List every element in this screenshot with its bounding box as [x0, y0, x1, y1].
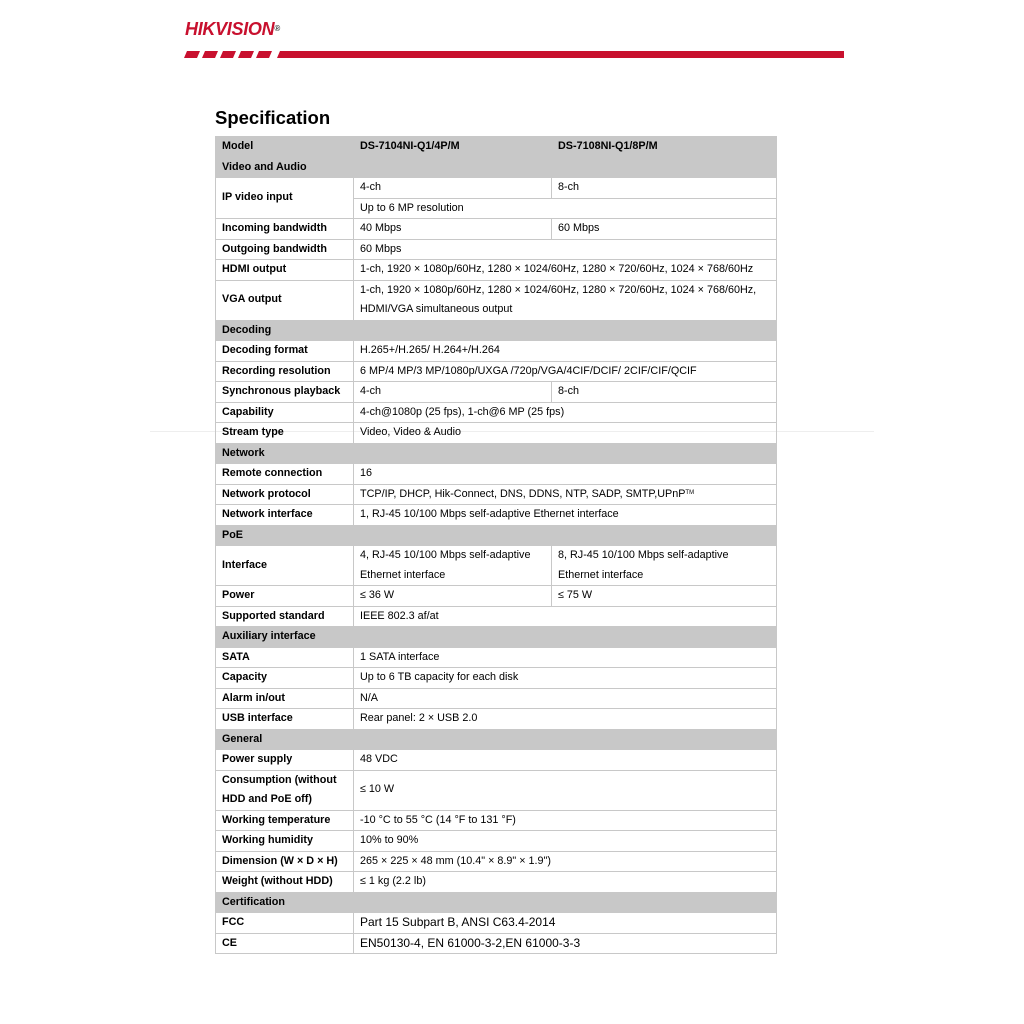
header-model-4p: DS-7104NI-Q1/4P/M: [354, 137, 552, 158]
table-row: [216, 402, 777, 423]
table-row: [216, 178, 777, 199]
row-label: Weight (without HDD): [216, 872, 354, 893]
section-title: Auxiliary interface: [216, 627, 777, 648]
table-row: [216, 668, 777, 689]
row-value: Up to 6 MP resolution: [354, 198, 777, 219]
row-value-8p: ≤ 75 W: [552, 586, 777, 607]
row-value-4p: ≤ 36 W: [354, 586, 552, 607]
row-value-line: HDMI/VGA simultaneous output: [360, 303, 513, 315]
trademark-mark: TM: [685, 489, 695, 496]
row-label: Remote connection: [216, 464, 354, 485]
row-label: USB interface: [216, 709, 354, 730]
row-value: 48 VDC: [354, 750, 777, 771]
table-row: [216, 933, 777, 954]
row-label: Decoding format: [216, 341, 354, 362]
section-poe: [216, 525, 777, 546]
section-title: Certification: [216, 892, 777, 913]
row-label: [216, 770, 354, 810]
header-model-label: Model: [216, 137, 354, 158]
table-row: [216, 810, 777, 831]
row-value-4p: 40 Mbps: [354, 219, 552, 240]
row-value: 6 MP/4 MP/3 MP/1080p/UXGA /720p/VGA/4CIF/DCIF/ 2CIF/CIF/QCIF: [354, 361, 777, 382]
row-value: 1, RJ-45 10/100 Mbps self-adaptive Ethernet interface: [354, 505, 777, 526]
row-value: H.265+/H.265/ H.264+/H.264: [354, 341, 777, 362]
row-value: [354, 280, 777, 320]
table-row: [216, 382, 777, 403]
row-value-8p: [552, 546, 777, 586]
row-label: Network interface: [216, 505, 354, 526]
row-value-line: 8, RJ-45 10/100 Mbps self-adaptive: [558, 549, 729, 561]
brand-stripe: [184, 51, 844, 58]
row-label: Network protocol: [216, 484, 354, 505]
table-row: [216, 219, 777, 240]
section-title: Decoding: [216, 320, 777, 341]
table-row: [216, 688, 777, 709]
row-label-line: Consumption (without: [222, 773, 337, 786]
row-label: Power: [216, 586, 354, 607]
row-value: Up to 6 TB capacity for each disk: [354, 668, 777, 689]
logo-text: HIKVISION: [185, 19, 275, 39]
table-row: [216, 872, 777, 893]
section-title: Network: [216, 443, 777, 464]
row-value: 60 Mbps: [354, 239, 777, 260]
protocol-list: TCP/IP, DHCP, Hik-Connect, DNS, DDNS, NTP, SADP, SMTP,UPnP: [360, 487, 686, 500]
table-row: [216, 770, 777, 810]
table-row: [216, 484, 777, 505]
row-value: Part 15 Subpart B, ANSI C63.4-2014: [354, 913, 777, 934]
row-value: Rear panel: 2 × USB 2.0: [354, 709, 777, 730]
section-title: Video and Audio: [216, 157, 777, 178]
row-value: ≤ 1 kg (2.2 lb): [354, 872, 777, 893]
header-model-8p: DS-7108NI-Q1/8P/M: [552, 137, 777, 158]
row-label: CE: [216, 933, 354, 954]
row-value: N/A: [354, 688, 777, 709]
section-decoding: [216, 320, 777, 341]
table-row: [216, 913, 777, 934]
row-value: [354, 484, 777, 505]
table-row: [216, 831, 777, 852]
spec-table: [215, 136, 777, 954]
row-label: Incoming bandwidth: [216, 219, 354, 240]
table-row: [216, 361, 777, 382]
row-value: 16: [354, 464, 777, 485]
row-label: SATA: [216, 647, 354, 668]
hikvision-logo: [185, 17, 280, 41]
section-certification: [216, 892, 777, 913]
page-title: Specification: [215, 107, 331, 128]
table-header-row: [216, 137, 777, 158]
row-value: IEEE 802.3 af/at: [354, 606, 777, 627]
row-label: Capacity: [216, 668, 354, 689]
brand-stripe-graphic: [184, 51, 844, 58]
row-label: HDMI output: [216, 260, 354, 281]
row-label: Working humidity: [216, 831, 354, 852]
row-label: Stream type: [216, 423, 354, 444]
row-label-line: HDD and PoE off): [222, 793, 312, 805]
row-label: Capability: [216, 402, 354, 423]
table-row: [216, 260, 777, 281]
row-label: Outgoing bandwidth: [216, 239, 354, 260]
row-value-8p: 8-ch: [552, 382, 777, 403]
row-value: EN50130-4, EN 61000-3-2,EN 61000-3-3: [354, 933, 777, 954]
row-label: Dimension (W × D × H): [216, 851, 354, 872]
section-title: General: [216, 729, 777, 750]
row-label: Recording resolution: [216, 361, 354, 382]
row-value: Video, Video & Audio: [354, 423, 777, 444]
row-value: 10% to 90%: [354, 831, 777, 852]
table-row: [216, 606, 777, 627]
row-label: Interface: [216, 546, 354, 586]
row-value-line: 4, RJ-45 10/100 Mbps self-adaptive: [360, 549, 531, 561]
logo-registered-mark: ®: [274, 24, 280, 33]
table-row: [216, 239, 777, 260]
row-value: 4-ch@1080p (25 fps), 1-ch@6 MP (25 fps): [354, 402, 777, 423]
table-row: [216, 750, 777, 771]
row-label: Supported standard: [216, 606, 354, 627]
row-value-4p: [354, 546, 552, 586]
row-value-8p: 8-ch: [552, 178, 777, 199]
section-network: [216, 443, 777, 464]
section-auxiliary: [216, 627, 777, 648]
row-value: 1-ch, 1920 × 1080p/60Hz, 1280 × 1024/60Hz, 1280 × 720/60Hz, 1024 × 768/60Hz: [354, 260, 777, 281]
row-value-line: Ethernet interface: [558, 568, 644, 581]
row-value-line: Ethernet interface: [360, 568, 446, 581]
row-value: ≤ 10 W: [354, 770, 777, 810]
row-label: IP video input: [216, 178, 354, 219]
row-label: Working temperature: [216, 810, 354, 831]
row-value: -10 °C to 55 °C (14 °F to 131 °F): [354, 810, 777, 831]
table-row: [216, 280, 777, 320]
table-row: [216, 709, 777, 730]
row-label: Alarm in/out: [216, 688, 354, 709]
table-row: [216, 851, 777, 872]
table-row: [216, 423, 777, 444]
row-value-4p: 4-ch: [354, 382, 552, 403]
table-row: [216, 586, 777, 607]
row-value: 265 × 225 × 48 mm (10.4" × 8.9" × 1.9"): [354, 851, 777, 872]
table-row: [216, 464, 777, 485]
row-value-line: 1-ch, 1920 × 1080p/60Hz, 1280 × 1024/60Hz, 1280 × 720/60Hz, 1024 × 768/60Hz,: [360, 283, 757, 296]
table-row: [216, 341, 777, 362]
section-video-audio: [216, 157, 777, 178]
table-row: [216, 546, 777, 586]
row-label: FCC: [216, 913, 354, 934]
table-row: [216, 647, 777, 668]
row-value-4p: 4-ch: [354, 178, 552, 199]
row-value-8p: 60 Mbps: [552, 219, 777, 240]
table-row: [216, 505, 777, 526]
row-label: VGA output: [216, 280, 354, 320]
row-label: Power supply: [216, 750, 354, 771]
row-label: Synchronous playback: [216, 382, 354, 403]
row-value: 1 SATA interface: [354, 647, 777, 668]
section-title: PoE: [216, 525, 777, 546]
section-general: [216, 729, 777, 750]
